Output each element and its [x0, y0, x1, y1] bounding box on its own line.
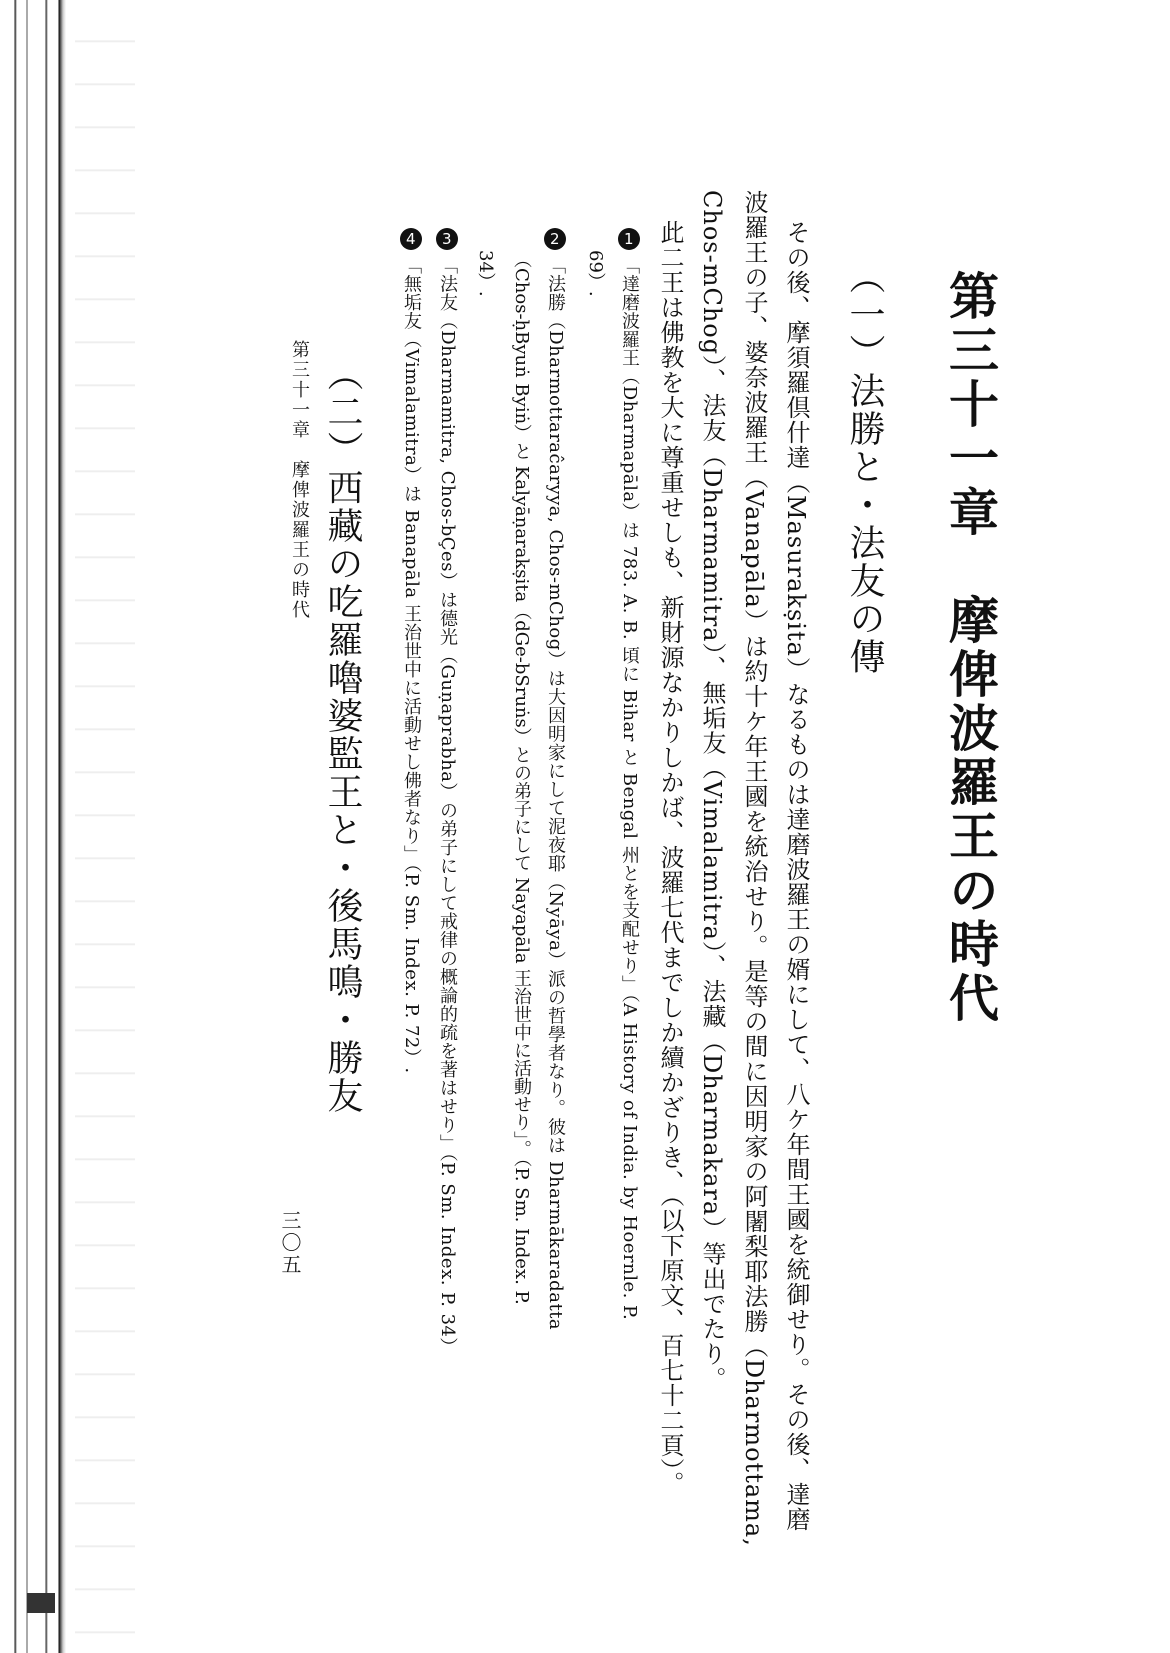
footnote-2 — [544, 228, 566, 1330]
running-head: 第三十一章 摩俾波羅王の時代 — [289, 340, 310, 620]
footnote-2-text: 「法勝（Dharmottaraĉaryya, Chos-mChog）は大因明家にして泥夜耶（Nyāya）派の哲學者なり。彼は Dharmākaradatta — [545, 256, 566, 1331]
footnote-marker-3: 3 — [436, 228, 458, 250]
section-title-2: （二）西藏の吃羅嚕婆監王と・後馬鳴・勝友 — [322, 355, 363, 1115]
footnote-2-continued-2: 34）. — [475, 250, 496, 297]
book-binding-edge — [0, 0, 70, 1653]
footnote-4 — [400, 228, 422, 1074]
body-line-3: Chos-mChog）、法友（Dharmamitra）、無垢友（Vimalamitra）、法藏（Dharmakara）等出でたり。 — [698, 190, 726, 1392]
footnote-marker-1: 1 — [618, 228, 640, 250]
footnote-4-text: 「無垢友（Vimalamitra）は Banapāla 王治世中に活動せし佛者なり」（P. Sm. Index. P. 72）. — [401, 256, 422, 1074]
body-line-1: その後、摩須羅倶什達（Masurakṣita）なるものは達磨波羅王の婿にして、八ケ年間王國を統御せり。その後、達磨 — [782, 220, 810, 1532]
chapter-title: 第三十一章 摩俾波羅王の時代 — [941, 270, 1000, 1026]
section-title-1: （一）法勝と・法友の傳 — [844, 258, 885, 676]
footnote-3-text: 「法友（Dharmamitra, Chos-bÇes）は德光（Guṇaprabha）の弟子にして戒律の概論的疏を著はせり」（P. Sm. Index. P. 34） — [437, 256, 458, 1356]
footnote-2-continued: （Chos-ḥByuṅ Byiṅ）と Kalyāṇarakṣita（dGe-bSruṅs）との弟子にして Nayapāla 王治世中に活動せり」。（P. Sm. Index. P. — [511, 250, 532, 1305]
footnote-1 — [618, 228, 640, 1320]
scan-corner-mark — [27, 1593, 55, 1613]
footnote-marker-2: 2 — [544, 228, 566, 250]
footnote-marker-4: 4 — [400, 228, 422, 250]
footnote-1-continued: 69）. — [585, 250, 606, 297]
footnote-3 — [436, 228, 458, 1356]
footnote-1-text: 「達磨波羅王（Dharmapāla）は 783. A. B. 頃に Bihar と Bengal 州とを支配せり」（A History of India. by Hoernle. P. — [619, 256, 640, 1321]
body-line-4: 此二王は佛教を大に尊重せしも、新財源なかりしかば、波羅七代までしか續かざりき、（以下原文、百七十二頁）。 — [656, 220, 684, 1496]
scan-shadow — [75, 0, 135, 1653]
page-number: 三〇五 — [278, 1210, 302, 1276]
body-line-2: 波羅王の子、婆奈波羅王（Vanapāla）は約十ケ年王國を統治せり。是等の間に因明家の阿闍梨耶法勝（Dharmottama, — [740, 190, 768, 1547]
